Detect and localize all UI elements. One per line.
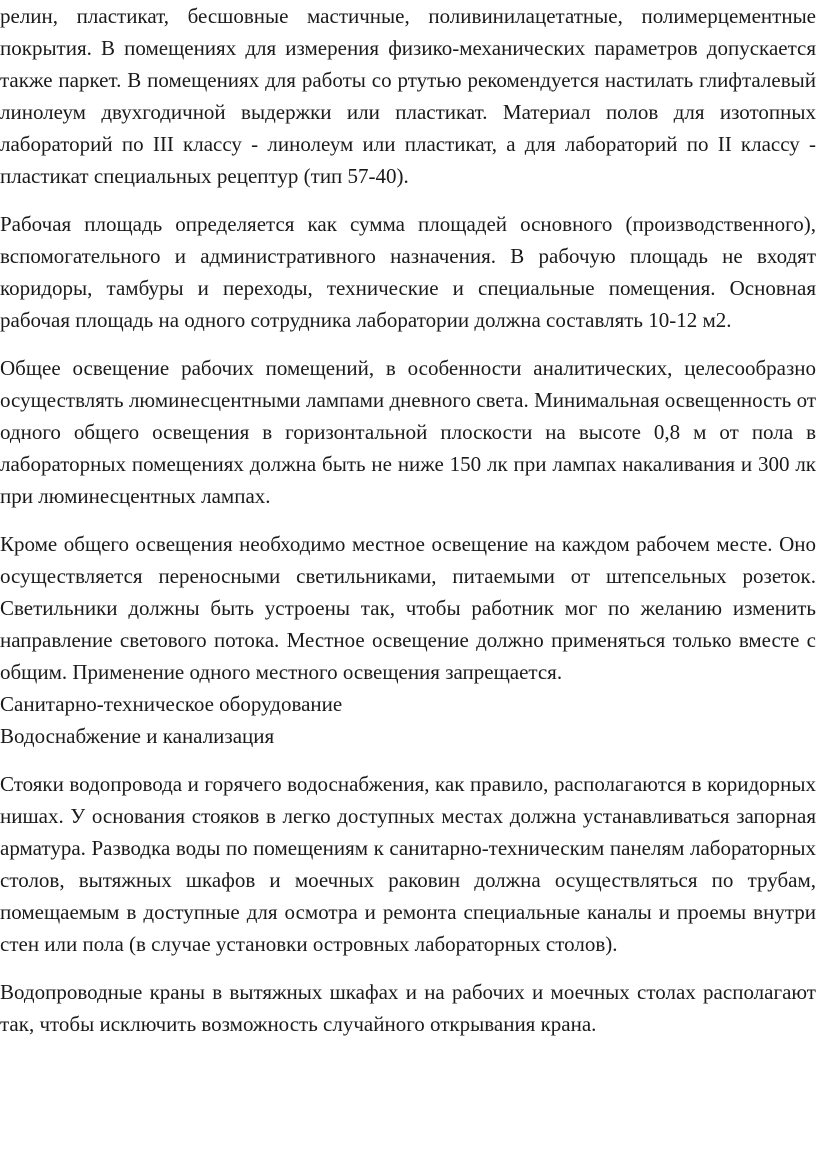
- paragraph-working-area: Рабочая площадь определяется как сумма площадей основного (производственного), вспомогательного и административного назначения. В рабочую площадь не входят коридоры, тамбуры и переходы, технические и специальные помещения. Основная рабочая площадь на одного сотрудника лаборатории должна составлять 10-12 м2.: [0, 212, 816, 332]
- section-heading-sanitary-equipment: Санитарно-техническое оборудование: [0, 692, 343, 716]
- paragraph-floor-materials: релин, пластикат, бесшовные мастичные, поливинилацетатные, полимерцементные покрытия. В помещениях для измерения физико-механических параметров допускается также паркет. В помещениях для работы со ртутью рекомендуется настилать глифталевый линолеум двухгодичной выдержки или пластикат. Материал полов для изотопных лабораторий по III классу - линолеум или пластикат, а для лабораторий по II классу - пластикат специальных рецептур (тип 57-40).: [0, 4, 816, 188]
- paragraph-general-lighting: Общее освещение рабочих помещений, в особенности аналитических, целесообразно осуществлять люминесцентными лампами дневного света. Минимальная освещенность от одного общего освещения в горизонтальной плоскости на высоте 0,8 м от пола в лабораторных помещениях должна быть не ниже 150 лк при лампах накаливания и 300 лк при люминесцентных лампах.: [0, 356, 816, 508]
- paragraph-local-lighting: Кроме общего освещения необходимо местное освещение на каждом рабочем месте. Оно осуществляется переносными светильниками, питаемыми от штепсельных розеток. Светильники должны быть устроены так, чтобы работник мог по желанию изменить направление светового потока. Местное освещение должно применяться только вместе с общим. Применение одного местного освещения запрещается.: [0, 532, 816, 684]
- paragraph-water-taps: Водопроводные краны в вытяжных шкафах и на рабочих и моечных столах располагают так, чтобы исключить возможность случайного открывания крана.: [0, 980, 816, 1036]
- paragraph-water-risers: Стояки водопровода и горячего водоснабжения, как правило, располагаются в коридорных нишах. У основания стояков в легко доступных местах должна устанавливаться запорная арматура. Разводка воды по помещениям к санитарно-техническим панелям лабораторных столов, вытяжных шкафов и моечных раковин должна осуществляться по трубам, помещаемым в доступные для осмотра и ремонта специальные каналы и проемы внутри стен или пола (в случае установки островных лабораторных столов).: [0, 772, 816, 956]
- subsection-heading-water-supply: Водоснабжение и канализация: [0, 724, 275, 748]
